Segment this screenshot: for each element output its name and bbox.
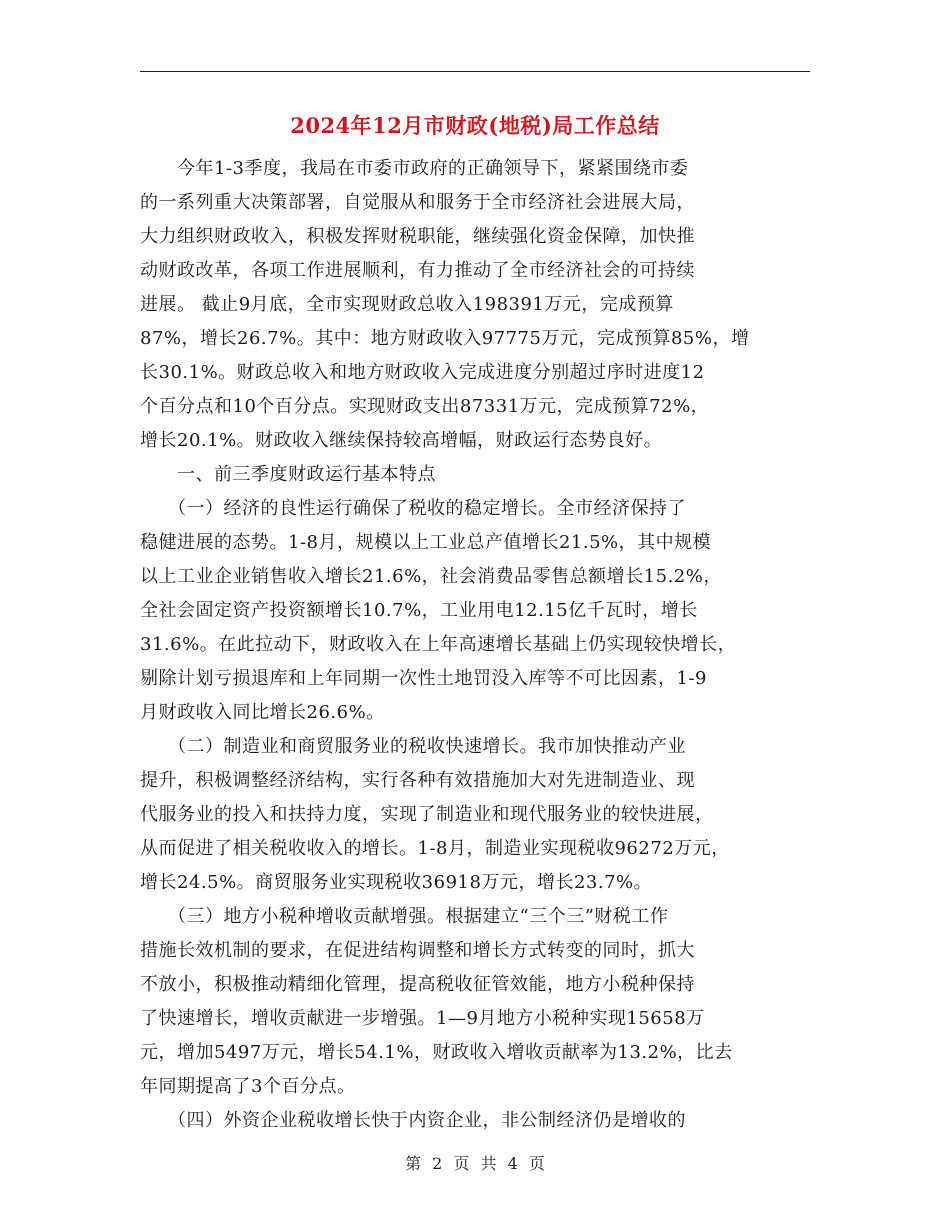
body-line: 稳健进展的态势。1-8月，规模以上工业总产值增长21.5%，其中规模	[140, 532, 712, 553]
body-line: 动财政改革，各项工作进展顺利，有力推动了全市经济社会的可持续	[140, 260, 695, 281]
body-line: 进展。 截止9月底，全市实现财政总收入198391万元，完成预算	[140, 294, 674, 315]
body-line: 剔除计划亏损退库和上年同期一次性土地罚没入库等不可比因素，1-9	[140, 668, 707, 689]
body-line: 87%，增长26.7%。其中：地方财政收入97775万元，完成预算85%，增	[140, 328, 750, 349]
body-line: 年同期提高了3个百分点。	[140, 1076, 356, 1097]
body-line: （二）制造业和商贸服务业的税收快速增长。我市加快推动产业	[140, 736, 686, 757]
body-line: 措施长效机制的要求，在促进结构调整和增长方式转变的同时，抓大	[140, 940, 695, 961]
document-body	[140, 152, 812, 1138]
body-line: （一）经济的良性运行确保了税收的稳定增长。全市经济保持了	[140, 498, 686, 519]
body-line: 增长24.5%。商贸服务业实现税收36918万元，增长23.7%。	[140, 872, 653, 893]
section-heading: 一、前三季度财政运行基本特点	[140, 464, 436, 485]
body-line: 今年1-3季度，我局在市委市政府的正确领导下，紧紧围绕市委	[140, 158, 689, 179]
body-line: 以上工业企业销售收入增长21.6%，社会消费品零售总额增长15.2%，	[140, 566, 722, 587]
body-line: 不放小，积极推动精细化管理，提高税收征管效能，地方小税种保持	[140, 974, 695, 995]
body-line: 元，增加5497万元，增长54.1%，财政收入增收贡献率为13.2%，比去	[140, 1042, 733, 1063]
body-line: 大力组织财政收入，积极发挥财税职能，继续强化资金保障，加快推	[140, 226, 695, 247]
body-line: （三）地方小税种增收贡献增强。根据建立“三个三”财税工作	[140, 906, 669, 927]
body-line: 31.6%。在此拉动下，财政收入在上年高速增长基础上仍实现较快增长，	[140, 634, 737, 655]
body-line: 月财政收入同比增长26.6%。	[140, 702, 385, 723]
body-line: 了快速增长，增收贡献进一步增强。1—9月地方小税种实现15658万	[140, 1008, 705, 1029]
body-line: 从而促进了相关税收收入的增长。1-8月，制造业实现税收96272万元，	[140, 838, 730, 859]
page-number: 第 2 页 共 4 页	[405, 1154, 545, 1173]
body-line: 增长20.1%。财政收入继续保持较高增幅，财政运行态势良好。	[140, 430, 663, 451]
body-line: 的一系列重大决策部署，自觉服从和服务于全市经济社会进展大局，	[140, 192, 695, 213]
body-line: （四）外资企业税收增长快于内资企业，非公制经济仍是增收的	[140, 1110, 686, 1131]
document-title: 2024年12月市财政(地税)局工作总结	[290, 113, 660, 138]
body-line: 代服务业的投入和扶持力度，实现了制造业和现代服务业的较快进展，	[140, 804, 714, 825]
body-line: 全社会固定资产投资额增长10.7%，工业用电12.15亿千瓦时，增长	[140, 600, 698, 621]
header-rule	[140, 71, 810, 72]
body-line: 长30.1%。财政总收入和地方财政收入完成进度分别超过序时进度12	[140, 362, 705, 383]
body-line: 提升，积极调整经济结构，实行各种有效措施加大对先进制造业、现	[140, 770, 695, 791]
body-line: 个百分点和10个百分点。实现财政支出87331万元，完成预算72%，	[140, 396, 710, 417]
